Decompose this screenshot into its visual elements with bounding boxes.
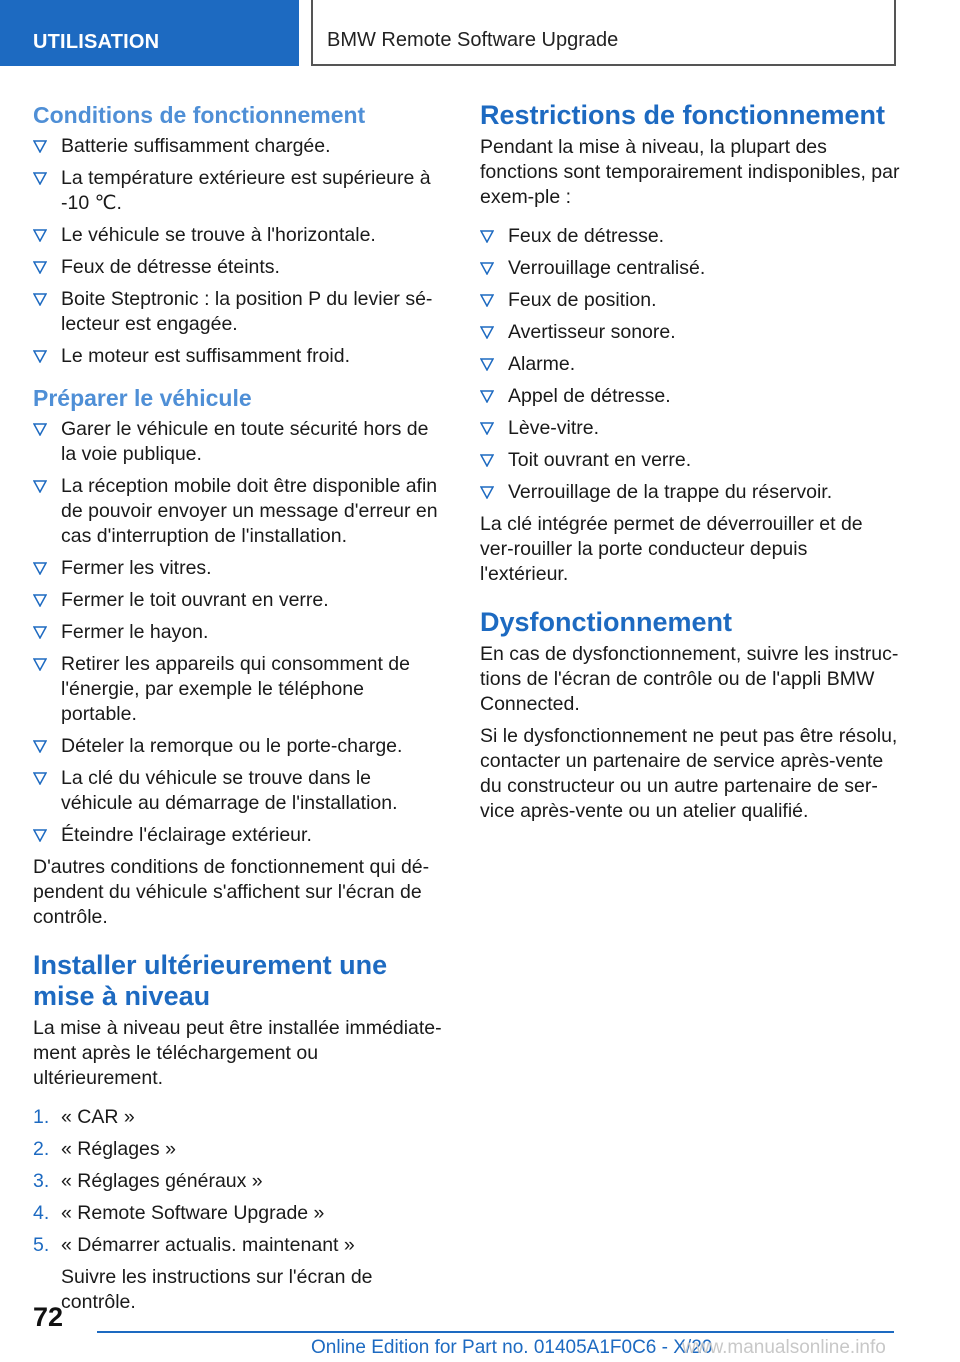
list-item: Batterie suffisamment chargée. [33,134,445,159]
footer-divider [97,1331,894,1333]
heading-conditions: Conditions de fonctionnement [33,102,366,128]
triangle-bullet-icon [33,229,47,242]
list-item: Lève-vitre. [480,416,900,441]
left-column [33,100,445,1315]
list-item: Alarme. [480,352,900,377]
list-item: Dételer la remorque ou le porte-charge. [33,734,445,759]
heading-restrictions: Restrictions de fonctionnement [480,100,886,130]
header-title-box [311,0,896,66]
triangle-bullet-icon [480,454,494,467]
triangle-bullet-icon [33,480,47,493]
step-item: 2. « Réglages » [33,1138,176,1160]
triangle-bullet-icon [33,293,47,306]
triangle-bullet-icon [480,230,494,243]
list-item: Retirer les appareils qui consomment de l'énergie, par exemple le téléphone portable. [33,652,445,727]
triangle-bullet-icon [33,594,47,607]
step-item: 4. « Remote Software Upgrade » [33,1202,325,1224]
list-item: Feux de position. [480,288,900,313]
triangle-bullet-icon [33,140,47,153]
list-item: La température extérieure est supérieure à -10 ℃. [33,166,445,216]
step-number: 4. [33,1202,50,1224]
list-item: Verrouillage de la trappe du réservoir. [480,480,900,505]
triangle-bullet-icon [33,423,47,436]
heading-installer: Installer ultérieurement une mise à niveau [33,950,388,1011]
list-item: Avertisseur sonore. [480,320,900,345]
step-item: 3. « Réglages généraux » [33,1170,263,1192]
triangle-bullet-icon [33,829,47,842]
list-item: Feux de détresse. [480,224,900,249]
triangle-bullet-icon [33,562,47,575]
triangle-bullet-icon [480,486,494,499]
watermark-text: www.manualsonline.info [682,1337,886,1358]
triangle-bullet-icon [33,740,47,753]
step-number: 1. [33,1106,50,1128]
step-number: 5. [33,1234,50,1256]
triangle-bullet-icon [33,172,47,185]
step-item: 5. « Démarrer actualis. maintenant » [33,1234,355,1256]
preparer-note: D'autres conditions de fonctionnement qui dé-pendent du véhicule s'affichent sur l'écran de contrôle. [33,856,430,928]
triangle-bullet-icon [480,294,494,307]
list-item: Fermer le hayon. [33,620,445,645]
list-item: Boite Steptronic : la position P du levier sé-lecteur est engagée. [33,287,445,337]
dysfonctionnement-p2: Si le dysfonctionnement ne peut pas être résolu, contacter un partenaire de service après-vente du constructeur ou un autre partenaire de ser-vice après-vente ou un atelier qualifié. [480,725,898,822]
page-number: 72 [33,1302,64,1332]
triangle-bullet-icon [480,390,494,403]
step-number: 3. [33,1170,50,1192]
list-item: Le moteur est suffisamment froid. [33,344,445,369]
triangle-bullet-icon [480,326,494,339]
dysfonctionnement-p1: En cas de dysfonctionnement, suivre les instruc-tions de l'écran de contrôle ou de l'appli BMW Connected. [480,643,899,715]
triangle-bullet-icon [480,262,494,275]
list-item: Feux de détresse éteints. [33,255,445,280]
restrictions-intro: Pendant la mise à niveau, la plupart des fonctions sont temporairement indisponibles, par exem-ple : [480,136,900,208]
list-item: Toit ouvrant en verre. [480,448,900,473]
section-tab [0,0,299,66]
heading-preparer: Préparer le véhicule [33,385,252,411]
heading-dysfonctionnement: Dysfonctionnement [480,607,733,637]
restrictions-list [480,224,900,505]
conditions-list [33,134,445,369]
installer-followup: Suivre les instructions sur l'écran de contrôle. [61,1266,373,1313]
preparer-list [33,417,445,848]
step-item: 1. « CAR » [33,1106,135,1128]
page-title: BMW Remote Software Upgrade [327,29,619,51]
installer-intro: La mise à niveau peut être installée immédiate-ment après le téléchargement ou ultérieurement. [33,1017,442,1089]
footer-edition: Online Edition for Part no. 01405A1F0C6 - X/20 [311,1337,713,1358]
step-number: 2. [33,1138,50,1160]
list-item: Fermer le toit ouvrant en verre. [33,588,445,613]
list-item: La clé du véhicule se trouve dans le véhicule au démarrage de l'installation. [33,766,445,816]
list-item: Le véhicule se trouve à l'horizontale. [33,223,445,248]
triangle-bullet-icon [33,350,47,363]
right-column [480,100,900,831]
triangle-bullet-icon [33,658,47,671]
list-item: La réception mobile doit être disponible afin de pouvoir envoyer un message d'erreur en cas d'interruption de l'installation. [33,474,445,549]
triangle-bullet-icon [480,422,494,435]
installer-steps [33,1105,445,1258]
triangle-bullet-icon [33,626,47,639]
list-item: Verrouillage centralisé. [480,256,900,281]
restrictions-note: La clé intégrée permet de déverrouiller et de ver-rouiller la porte conducteur depuis l'extérieur. [480,513,863,585]
list-item: Appel de détresse. [480,384,900,409]
triangle-bullet-icon [480,358,494,371]
triangle-bullet-icon [33,772,47,785]
list-item: Garer le véhicule en toute sécurité hors de la voie publique. [33,417,445,467]
list-item: Éteindre l'éclairage extérieur. [33,823,445,848]
list-item: Fermer les vitres. [33,556,445,581]
triangle-bullet-icon [33,261,47,274]
section-label: UTILISATION [33,31,160,53]
